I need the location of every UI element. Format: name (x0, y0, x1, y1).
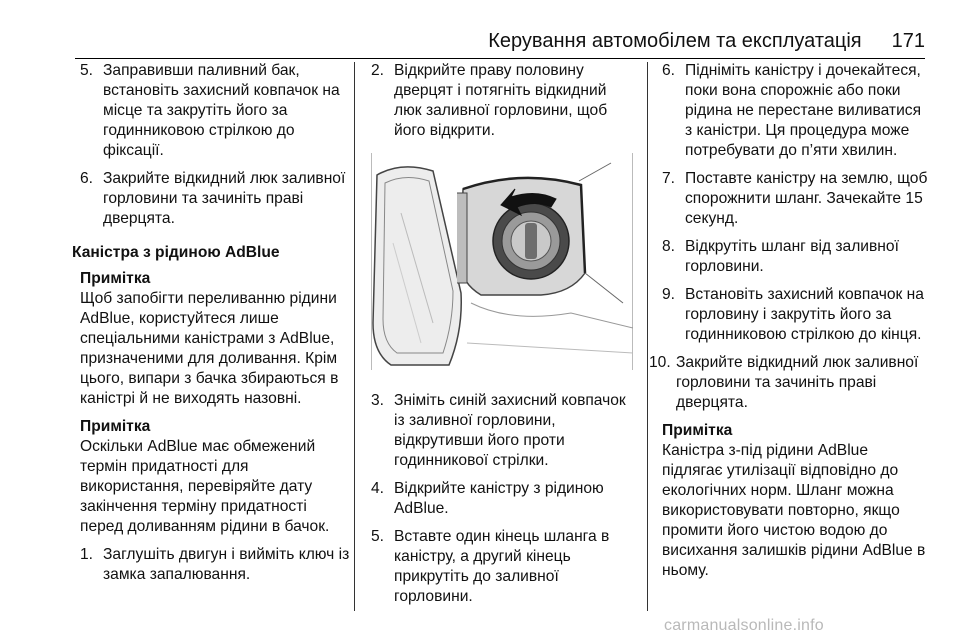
step-text: Зніміть синій захисний ковпачок із заливної горловини, відкрутивши його проти годинникової стрілки. (394, 392, 626, 469)
step-item (371, 479, 637, 519)
step-text: Заглушіть двигун і вийміть ключ із замка запалювання. (103, 546, 350, 583)
column-1 (72, 61, 350, 593)
step-number: 7. (662, 170, 676, 187)
note-text: Щоб запобігти переливанню рідини AdBlue, користуйтеся лише спеціальними каністрами з AdBlue, призначеними для доливання. Крім цього, випари з бачка збираються в каністрі й не виходять назовні. (80, 290, 339, 407)
step-text: Закрийте відкидний люк заливної горловини та зачиніть праві дверцята. (676, 354, 919, 411)
step-item (662, 61, 930, 161)
page-number: 171 (891, 30, 925, 52)
page-header (470, 30, 925, 52)
step-text: Відкрийте праву половину дверцят і потягніть відкидний люк заливної горловини, щоб його відкрити. (394, 62, 608, 139)
step-text: Відкрийте каністру з рідиною AdBlue. (394, 480, 604, 517)
step-text: Встановіть захисний ковпачок на горловину і закрутіть його за годинниковою стрілкою до кінця. (685, 286, 924, 343)
column-divider-2 (647, 62, 648, 611)
step-item (662, 237, 930, 277)
step-number: 3. (371, 392, 385, 409)
step-number: 9. (662, 286, 676, 303)
header-title: Керування автомобілем та експлуатація (488, 30, 862, 52)
step-number: 5. (371, 528, 385, 545)
step-item (371, 61, 637, 141)
column-2 (371, 61, 637, 615)
step-number: 2. (371, 62, 385, 79)
note-label: Примітка (80, 418, 151, 435)
note-label: Примітка (662, 422, 733, 439)
step-text: Поставте каністру на землю, щоб спорожнити шланг. Зачекайте 15 секунд. (685, 170, 928, 227)
note-text: Каністра з-під рідини AdBlue підлягає утилізації відповідно до екологічних норм. Шланг можна використовувати повторно, якщо промити його чистою водою до висихання залишків рідини AdBlue в ньому. (662, 442, 926, 579)
step-number: 6. (662, 62, 676, 79)
step-number: 4. (371, 480, 385, 497)
column-divider-1 (354, 62, 355, 611)
note (80, 417, 350, 537)
note-label: Примітка (80, 270, 151, 287)
step-text: Закрийте відкидний люк заливної горловини та зачиніть праві дверцята. (103, 170, 346, 227)
step-item (371, 391, 637, 471)
step-text: Відкрутіть шланг від заливної горловини. (685, 238, 899, 275)
section-heading: Каністра з рідиною AdBlue (72, 244, 280, 261)
step-item (649, 353, 930, 413)
step-text: Заправивши паливний бак, встановіть захисний ковпачок на місце та закрутіть його за годинниковою стрілкою до фіксації. (103, 62, 340, 159)
step-number: 1. (80, 546, 94, 563)
step-number: 8. (662, 238, 676, 255)
fuel-filler-flap-illustration (371, 153, 633, 370)
step-text: Підніміть каністру і дочекайтеся, поки вона спорожніє або поки рідина не перестане виливатися з каністри. Ця процедура може потребувати до п’яти хвилин. (685, 62, 922, 159)
step-item (80, 169, 350, 229)
note (662, 421, 930, 581)
header-rule (75, 58, 925, 59)
watermark: carmanualsonline.info (664, 617, 824, 634)
step-text: Вставте один кінець шланга в каністру, а другий кінець прикрутіть до заливної горловини. (394, 528, 610, 605)
step-item (662, 285, 930, 345)
note (80, 269, 350, 409)
step-item (80, 61, 350, 161)
note-text: Оскільки AdBlue має обмежений термін придатності для використання, перевіряйте дату закінчення терміну придатності перед доливанням рідини в бачок. (80, 438, 330, 535)
step-number: 6. (80, 170, 94, 187)
step-number: 5. (80, 62, 94, 79)
step-number: 10. (649, 354, 671, 371)
step-item (371, 527, 637, 607)
column-3 (649, 61, 930, 589)
step-item (662, 169, 930, 229)
step-item (80, 545, 350, 585)
